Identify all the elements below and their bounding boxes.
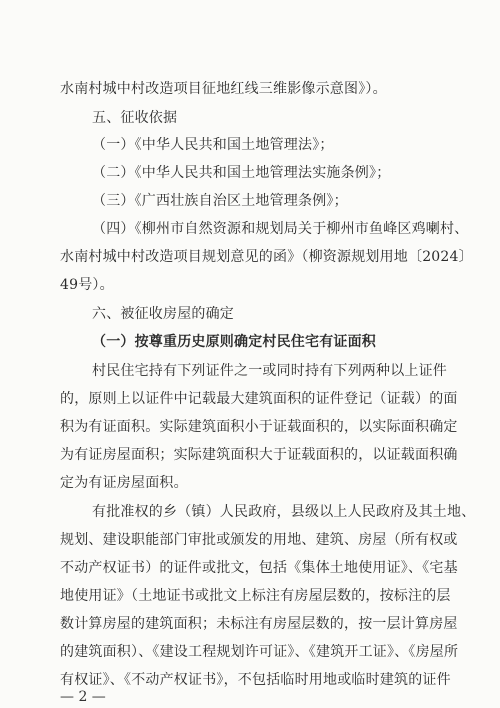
section-heading-house: 六、被征收房屋的确定 bbox=[92, 306, 234, 322]
paragraph-2-line-5: 数计算房屋的建筑面积；未标注有房屋层数的，按一层计算房屋 bbox=[60, 616, 458, 632]
paragraph-1-line-3: 积为有证面积。实际建筑面积小于证载面积的，以实际面积确定 bbox=[60, 419, 458, 435]
basis-item-4-line-2: 水南村城中村改造项目规划意见的函》（柳资源规划用地〔2024〕 bbox=[60, 249, 473, 265]
page-number: — 2 — bbox=[60, 689, 106, 705]
basis-item-4-line-3: 49号）。 bbox=[60, 277, 114, 293]
paragraph-2-line-2: 规划、建设职能部门审批或颁发的用地、建筑、房屋（所有权或 bbox=[60, 532, 458, 548]
section-heading-basis: 五、征收依据 bbox=[92, 110, 178, 126]
text-line: 水南村城中村改造项目征地红线三维影像示意图》）。 bbox=[60, 81, 387, 97]
paragraph-1-line-5: 定为有证房屋面积。 bbox=[60, 475, 188, 491]
basis-item-2: （二）《中华人民共和国土地管理法实施条例》； bbox=[92, 165, 391, 181]
paragraph-2-line-1: 有批准权的乡（镇）人民政府，县级以上人民政府及其土地、 bbox=[92, 504, 476, 520]
sub-heading-1: （一）按尊重历史原则确定村民住宅有证面积 bbox=[92, 334, 376, 350]
paragraph-2-line-3: 不动产权证书）的证件或批文，包括《集体土地使用证》、《宅基 bbox=[60, 560, 458, 576]
paragraph-1-line-4: 为有证房屋面积；实际建筑面积大于证载面积的，以证载面积确 bbox=[60, 447, 458, 463]
basis-item-3: （三）《广西壮族自治区土地管理条例》； bbox=[92, 193, 348, 209]
paragraph-2-line-7: 有权证》、《不动产权证书》，不包括临时用地或临时建筑的证件 bbox=[60, 672, 451, 688]
paragraph-2-line-6: 的建筑面积）、《建设工程规划许可证》、《建筑开工证》、《房屋所 bbox=[60, 644, 459, 660]
basis-item-1: （一）《中华人民共和国土地管理法》； bbox=[92, 137, 334, 153]
paragraph-1-line-2: 的，原则上以证件中记载最大建筑面积的证件登记（证载）的面 bbox=[60, 391, 458, 407]
basis-item-4-line-1: （四）《柳州市自然资源和规划局关于柳州市鱼峰区鸡喇村、 bbox=[92, 221, 469, 237]
paragraph-2-line-4: 地使用证》（土地证书或批文上标注有房屋层数的，按标注的层 bbox=[60, 588, 451, 604]
paragraph-1-line-1: 村民住宅持有下列证件之一或同时持有下列两种以上证件 bbox=[92, 363, 447, 379]
